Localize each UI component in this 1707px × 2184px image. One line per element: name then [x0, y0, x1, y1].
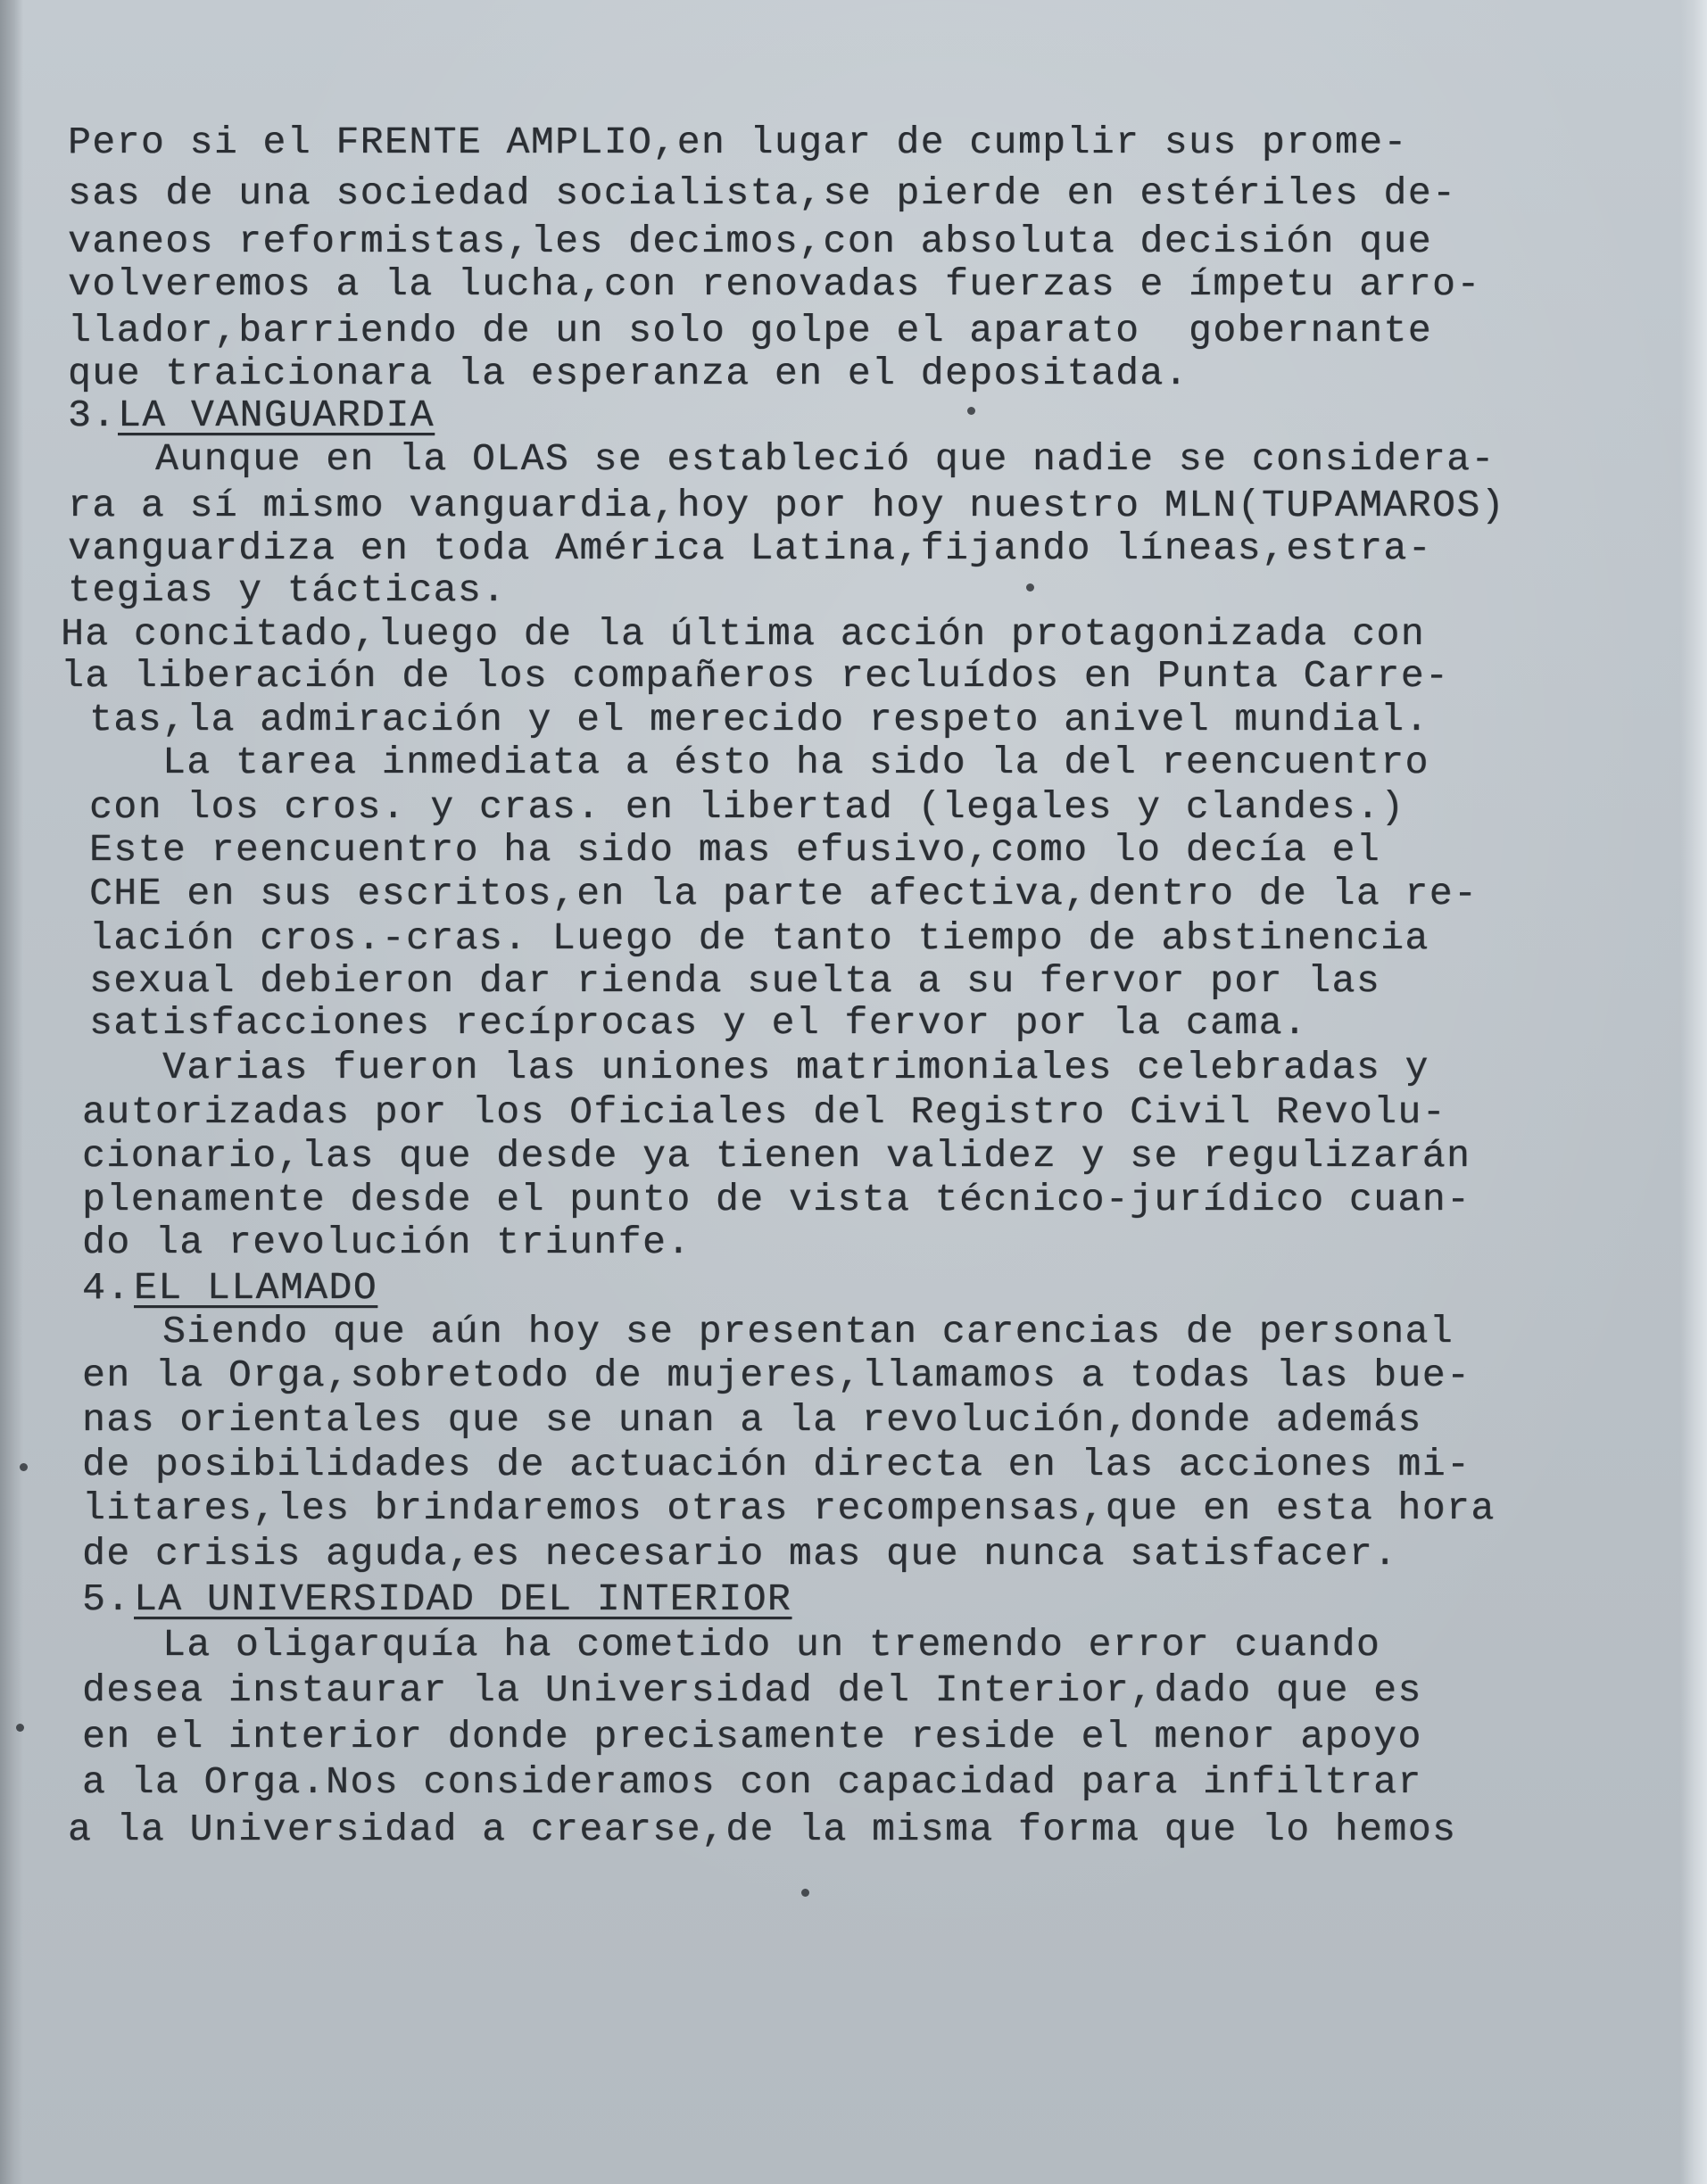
section-heading: LA VANGUARDIA	[118, 393, 435, 437]
ink-speck	[16, 1724, 24, 1732]
text-line: desea instaurar la Universidad del Interior,dado que es	[82, 1668, 1422, 1712]
text-line: con los cros. y cras. en libertad (legales y clandes.)	[89, 785, 1405, 829]
ink-speck	[801, 1889, 809, 1897]
text-line: en la Orga,sobretodo de mujeres,llamamos a todas las bue-	[82, 1353, 1471, 1397]
ink-speck	[967, 407, 975, 415]
text-line: vanguardiza en toda América Latina,fijando líneas,estra-	[68, 526, 1433, 570]
text-line: que traicionara la esperanza en el depositada.	[68, 352, 1189, 395]
text-line: volveremos a la lucha,con renovadas fuerzas e ímpetu arro-	[68, 262, 1481, 306]
text-line: sexual debieron dar rienda suelta a su fervor por las	[89, 959, 1381, 1003]
text-line: de crisis aguda,es necesario mas que nunca satisfacer.	[82, 1532, 1398, 1576]
text-line: ra a sí mismo vanguardia,hoy por hoy nuestro MLN(TUPAMAROS)	[68, 484, 1505, 527]
text-line: llador,barriendo de un solo golpe el aparato gobernante	[68, 309, 1433, 352]
text-line: tegias y tácticas.	[68, 568, 507, 612]
section-heading: LA UNIVERSIDAD DEL INTERIOR	[134, 1577, 792, 1621]
text-line: tas,la admiración y el merecido respeto anivel mundial.	[89, 698, 1429, 741]
section-number: 3.	[68, 393, 117, 437]
section-number: 5.	[82, 1577, 131, 1621]
text-line: a la Universidad a crearse,de la misma forma que lo hemos	[68, 1808, 1457, 1851]
text-line: Siendo que aún hoy se presentan carencias de personal	[162, 1310, 1454, 1353]
text-line: de posibilidades de actuación directa en las acciones mi-	[82, 1443, 1471, 1486]
text-line: autorizadas por los Oficiales del Registro Civil Revolu-	[82, 1090, 1447, 1134]
text-line: la liberación de los compañeros recluídos en Punta Carre-	[61, 654, 1450, 698]
section-heading: EL LLAMADO	[134, 1266, 378, 1310]
text-line: en el interior donde precisamente reside el menor apoyo	[82, 1715, 1422, 1758]
text-line: nas orientales que se unan a la revolución,donde además	[82, 1398, 1422, 1442]
text-line: sas de una sociedad socialista,se pierde en estériles de-	[68, 171, 1457, 215]
text-line: do la revolución triunfe.	[82, 1220, 692, 1264]
text-line: Este reencuentro ha sido mas efusivo,como lo decía el	[89, 828, 1381, 872]
text-line: Varias fueron las uniones matrimoniales celebradas y	[162, 1046, 1429, 1089]
ink-speck	[1026, 583, 1034, 592]
text-line: La oligarquía ha cometido un tremendo error cuando	[162, 1623, 1381, 1667]
text-line: a la Orga.Nos consideramos con capacidad para infiltrar	[82, 1760, 1422, 1804]
text-line: plenamente desde el punto de vista técnico-jurídico cuan-	[82, 1178, 1471, 1221]
text-line: vaneos reformistas,les decimos,con absoluta decisión que	[68, 219, 1433, 263]
text-line: Ha concitado,luego de la última acción protagonizada con	[61, 612, 1426, 656]
text-line: CHE en sus escritos,en la parte afectiva,dentro de la re-	[89, 872, 1479, 915]
text-line: cionario,las que desde ya tienen validez y se regulizarán	[82, 1134, 1471, 1178]
text-line: litares,les brindaremos otras recompensas,que en esta hora	[82, 1486, 1496, 1530]
text-line: lación cros.-cras. Luego de tanto tiempo de abstinencia	[89, 916, 1429, 960]
text-line: Pero si el FRENTE AMPLIO,en lugar de cumplir sus prome-	[68, 120, 1408, 164]
text-line: Aunque en la OLAS se estableció que nadie se considera-	[155, 437, 1496, 481]
ink-speck	[20, 1463, 28, 1471]
section-number: 4.	[82, 1266, 131, 1310]
text-line: satisfacciones recíprocas y el fervor por la cama.	[89, 1001, 1308, 1045]
text-line: La tarea inmediata a ésto ha sido la del reencuentro	[162, 740, 1429, 784]
